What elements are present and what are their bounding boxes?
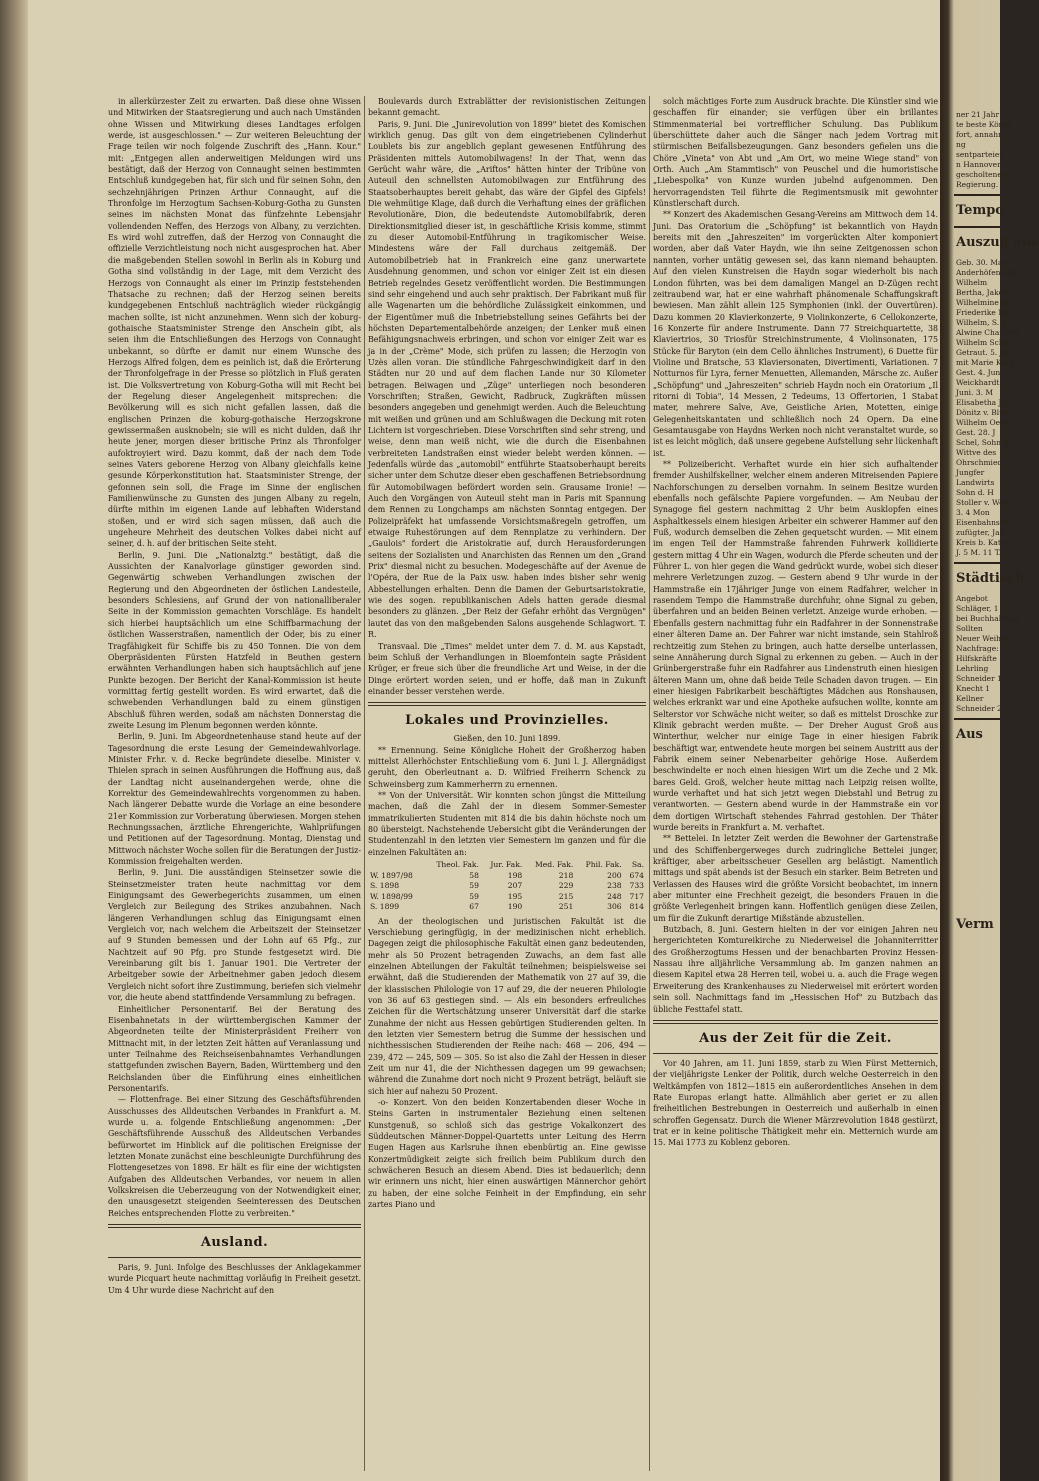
edge-text-line: Wilhelmine Ma (956, 298, 1014, 307)
edge-text-line: Friederike Ma (956, 308, 1011, 317)
table-cell: 717 (629, 891, 644, 901)
edge-text-line: Hilfskräfte (956, 654, 997, 663)
table-cell: 195 (507, 891, 523, 901)
edge-text-line: Kellner (956, 694, 984, 703)
table-row (368, 881, 646, 892)
edge-text-line: Knecht 1 (956, 684, 991, 693)
edge-text-line: Wilhelm, S. d (956, 318, 1007, 327)
column-rule (364, 96, 365, 1471)
edge-heading: Städtisch (956, 571, 1025, 586)
edge-text-line: mit Marie Kath (956, 358, 1014, 367)
edge-text-line: Schneider 1 (956, 674, 1002, 683)
edge-text-line: Bertha, Jakob (956, 288, 1008, 297)
edge-text-line: Angebot (956, 594, 988, 603)
table-row (368, 892, 646, 903)
edge-text-line: J. 5 M. 11 T. (956, 548, 1002, 557)
edge-divider (954, 562, 1000, 564)
table-cell: W. 1897/98 (370, 870, 413, 880)
column-2-articles (368, 96, 646, 697)
edge-text-line: n Hannover (956, 160, 1001, 169)
lokales-articles (368, 745, 646, 858)
edge-text-line: Wilhelm (956, 278, 988, 287)
edge-text-line: Schel, Sohn d (956, 438, 1009, 447)
edge-text-middle (940, 258, 1022, 558)
adjacent-page-edge (940, 0, 1039, 1481)
heading-rule (653, 1053, 938, 1054)
table-header-cell: Phil. Fak. (585, 860, 622, 869)
ausland-heading: Ausland. (200, 1235, 269, 1251)
article-paragraph: Berlin, 9. Juni. Im Abgeordnetenhause stand heute auf der Tagesordnung die erste Lesung der Gemeindewahlvorlage. Minister Frhr. v. d. Recke begründete dieselbe. Minister v. Thielen sprach in seinen Ausführungen die Hoffnung aus, daß der Landtag nicht auseinandergehen werde, ohne die Korrektur des Gemeindewahlrechts vorgenommen zu haben. Nach längerer Debatte wurde die Vorlage an eine besondere 21er Kommission zur Vorberatung überwiesen. Morgen stehen Rechnungssachen, ärztliche Ehrengerichte, Wahlprüfungen und Petitionen auf der Tagesordnung. Montag, Dienstag und Mittwoch nächster Woche sollen für die Beratungen der Justiz-Kommission freigehalten werden. (108, 732, 361, 867)
column-3-articles (653, 96, 938, 1015)
edge-text-line: te beste König (956, 120, 1011, 129)
lokales-dateline: Gießen, den 10. Juni 1899. (453, 734, 561, 744)
edge-divider (954, 194, 1000, 196)
table-cell: 251 (558, 902, 574, 911)
article-paragraph: ** Konzert des Akademischen Gesang-Vereins am Mittwoch dem 14. Juni. Das Oratorium die „Schöpfung" ist bekanntlich von Haydn bereits mit den „Jahreszeiten" im vorgerückten Alter komponiert worden, aber daß Vater Haydn, wie ihn seine Zeitgenossen schon nannten, vorher untätig gewesen sei, das kann niemand behaupten. Auf den vielen Kunstreisen die Haydn sogar wiederholt bis nach London führten, was bei dem damaligen Mangel an D-Zügen recht zeitraubend war, hat er eine wahrhaft phänomenale Schaffungskraft bewiesen. Man zählt allein 125 Symphonien (inkl. der Ouvertüren). Dazu kommen 20 Klavierkonzerte, 9 Violinkonzerte, 6 Cellokonzerte, 16 Konzerte für andere Instrumente. Dann 77 Streichquartette, 38 Klaviertrios, 30 Triosfür Streichinstrumente, 4 Violinsonaten, 175 Stücke für Baryton (ein dem Cello ähnliches Instrument), 6 Duette für Violine und Bratsche, 53 Klaviersonaten, Divertimenti, Variationen. 7 Notturnos für Lyra, ferner Menuetten, Allemanden, Märsche zc. Außer „Schöpfung" und „Jahreszeiten" schrieb Haydn noch ein Oratorium „Il ritorni di Tobia", 14 Messen, 2 Tedeums, 13 Offertorien, 1 Stabat mater, mehrere Salve, Ave, Geistliche Arien, Motetten, einige Gelegenheitskantaten und schließlich noch 24 Opern. Da eine Gesamtausgabe von Haydns Werken noch nicht veranstaltet wurde, so ist es leicht möglich, daß unsere gegebene Aufstellung sehr lückenhaft ist. (653, 210, 938, 458)
edge-heading: Verm (956, 917, 994, 932)
edge-text-line: Sollten (956, 624, 983, 633)
edge-text-line: Gest. 28. J (956, 428, 996, 437)
page-binding (0, 0, 28, 1481)
column-1-articles (108, 96, 361, 1219)
edge-text-line: Anderhöfen Hein (956, 268, 1022, 277)
edge-text-line: Juni. 3. M (956, 388, 994, 397)
table-header-row (368, 860, 646, 871)
column-1 (108, 96, 361, 1471)
article-paragraph: ** Bettelei. In letzter Zeit werden die Bewohner der Gartenstraße und des Schiffenbergerweges durch zudringliche Bettelei junger, kräftiger, aber arbeitsscheuer Gesellen arg belästigt. Namentlich mittags und spät abends ist der Besuch ein starker. Beim Betreten und Verlassen des Hauses wird die größte Vorsicht beobachtet, im innern aber mitunter eine Frechheit gezeigt, die besonders Frauen in die größte Verlegenheit bringen kann. Hoffentlich genügen diese Zeilen, um für die Zukunft derartige Mißstände abzustellen. (653, 834, 938, 923)
table-row (368, 871, 646, 882)
table-cell: S. 1899 (370, 902, 400, 911)
edge-text-line: Lehrling (956, 664, 989, 673)
article-paragraph: ** Polizeibericht. Verhaftet wurde ein hier sich aufhaltender fremder Aushilfskellner, welcher einem anderen Mitreisenden Papiere Nachforschungen zu derselben vornahm. In seinem Besitze wurden ebenfalls noch gefälschte Papiere vorgefunden. — Am Neubau der Synagoge fiel gestern nachmittag 2 Uhr beim Ausklopfen eines Asphaltkessels einem hiesigen Arbeiter ein schwerer Hammer auf den Fuß, wodurch demselben die Zehen gequetscht wurden. — Mit einem im engen Teil der Hammstraße fahrenden Fuhrwerk kollidierte gestern mittag 4 Uhr ein Wagen, wodurch die Pferde scheuten und der Führer L. von hier gegen die Wand gedrückt wurde, wobei sich dieser mehrere Verletzungen zuzog. — Gestern abend 9 Uhr wurde in der Hammstraße ein 17jähriger Junge von einem Radfahrer, welcher in rasendem Tempo die Hammstraße durchfuhr, ohne Signal zu geben, überfahren und an beiden Beinen verletzt. Anzeige wurde erhoben. — Ebenfalls gestern nachmittag fuhr ein Radfahrer in der Sonnenstraße einer älteren Dame an. Der Fahrer war nicht imstande, sein Stahlroß rechtzeitig zum Stehen zu bringen, auch hatte derselbe unterlassen, seine Annäherung durch Signal zu erkennen zu geben. — Auch in der Grünbergerstraße fuhr ein Radfahrer aus Lindenstruth einen hiesigen älteren Mann um, ohne daß beide Teile Schaden davon trugen. — Ein einer hiesigen Fabrikarbeit beschäftigtes Mädchen aus Ronshausen, welches erkrankt war und eine Apotheke aufsuchen wollte, konnte am Selterstor vor Schwäche nicht weiter, so daß es mittelst Droschke zur Klinik gebracht werden mußte. — Der Dreher August Groß aus Winterthur, welcher nur einige Tage in einer hiesigen Fabrik beschäftigt war, entwendete heute morgen bei seinem Austritt aus der Fabrik einem seiner Nebenarbeiter gehörige Hose. Außerdem beschwindelte er noch einen hiesigen Wirt um die Zeche und 2 Mk. bares Geld. Groß, welcher heute mittag nach Leipzig reisen wollte, wurde verhaftet und hat sich jetzt wegen Diebstahl und Betrug zu verantworten. — Gestern abend wurde in der Hammstraße ein vor dem dortigen Wirtschaft stehendes Fahrrad gestohlen. Der Thäter wurde bereits in Frankfurt a. M. verhaftet. (653, 460, 938, 832)
edge-text-line: Alwine Charlotte (956, 328, 1021, 337)
edge-text-line: zufügter, Jah (956, 528, 1005, 537)
column-rule (649, 96, 650, 1471)
table-header-cell: Jur. Fak. (490, 860, 523, 869)
table-cell: 248 (607, 891, 622, 901)
edge-text-line: Elisabetha Jul (956, 398, 1009, 407)
table-body (368, 871, 646, 913)
table-header-cell: Sa. (631, 860, 644, 869)
column-2 (368, 96, 646, 1471)
edge-text-top (940, 110, 1011, 190)
table-cell: 674 (629, 870, 644, 880)
edge-text-line: 3. 4 Mon (956, 508, 990, 517)
lokales-articles-continued (368, 916, 646, 1211)
edge-heading: Aus (956, 727, 983, 742)
table-cell: 814 (629, 902, 644, 911)
edge-text-line: Neuer Weiher (956, 634, 1010, 643)
table-header-cell: Theol. Fak. (436, 860, 479, 869)
lokales-heading: Lokales und Provinzielles. (405, 713, 609, 729)
edge-text-line: fort, annahm (956, 130, 1006, 139)
article-paragraph: ** Ernennung. Seine Königliche Hoheit der Großherzog haben mittelst Allerhöchster Entschließung vom 6. Juni l. J. Allergnädigst geruht, den Oberleutnant a. D. Wilfried Freiherrn Schenck zu Schweinsberg zum Kammerherrn zu ernennen. (368, 745, 646, 789)
article-paragraph: solch mächtiges Forte zum Ausdruck brachte. Die Künstler sind wie geschaffen für einander; sie verfügen über ein brillantes Stimmenmaterial bei vortrefflicher Schulung. Das Publikum überschüttete daher auch die Sänger nach jedem Vortrag mit stürmischen Beifallsbezeugungen. Ganz besonders gefielen uns die Chöre „Vineta" von Abt und „Am Ort, wo meine Wiege stand" von Orth. Auch „Am Stammtisch" von Peuschel und die humoristische „Liebespolka" von Kunze wurden jubelnd aufgenommen. Den hervorragendsten Teil führte die Regimentsmusik mit gewohnter Künstlerschaft durch. (653, 97, 938, 209)
edge-text-line: Eisenbahnsch (956, 518, 1009, 527)
table-cell: 218 (558, 870, 574, 880)
table-cell: 733 (629, 881, 644, 890)
edge-text-line: Geb. 30. Mai (956, 258, 1005, 267)
edge-divider (954, 718, 1000, 720)
section-divider (653, 1020, 938, 1024)
article-paragraph: in allerkürzester Zeit zu erwarten. Daß diese ohne Wissen und Mitwirken der Staatsregierung und auch nach Umständen ohne Wissen und Mitwirkung dieses Landtages erfolgen werde, ist ausgeschlossen." — Zur weiteren Beleuchtung der Frage teilen wir noch folgende Zuschrift des „Hann. Kour." mit: „Entgegen allen anderweitigen Meldungen wird uns bestätigt, daß der Herzog von Connaught seinen bestimmten Entschluß kundgegeben hat, für sich und für seinen Sohn, den sechzehnjährigen Prinzen Arthur Connaught, auf die Thronfolge im Herzogtum Sachsen-Koburg-Gotha zu Gunsten seines im nächsten Monat das fünfzehnte Lebensjahr vollendenden Neffen, des Herzogs von Albany, zu verzichten. Es wird wohl zutreffen, daß der Herzog von Connaught die offizielle Verzichtleistung noch nicht ausgesprochen hat. Aber die maßgebenden Stellen sowohl in Berlin als in Koburg und Gotha sind vollständig in der Lage, mit dem Verzicht des Herzogs von Connaught als einer im Prinzip feststehenden Thatsache zu rechnen; daß der Herzog seinen bereits kundgegebenen Entschluß nachträglich wieder rückgängig machen sollte, ist nicht anzunehmen. Wenn sich der koburg-gothaische Staatsminister Strenge den Anschein gibt, als seien ihm die Entschließungen des Herzogs von Connaught unbekannt, so dürfte er damit nur einem Wunsche des Herzogs Alfred folgen, dem es peinlich ist, daß die Erörterung der Thronfolgefrage in der Presse so plötzlich in Fluß geraten ist. Die Volksvertretung von Koburg-Gotha will mit Recht bei der Regelung dieser Angelegenheit mitsprechen: die Bevölkerung will es sich nicht gefallen lassen, daß die englischen Prinzen die koburg-gothaische Herzogskrone gewissermaßen ausknobeln; sie will es nicht dulden, daß ihr heute jener, morgen dieser britische Prinz als Thronfolger aufoktroyiert wird. Dazu kommt, daß der nach dem Tode seines Vaters geborene Herzog von Albany gleichfalls keine gesunde Körperkonstitution hat. Staatsminister Strenge, der gefonnen sein soll, die Frage im Sinne der englischen Familienwünsche zu Gunsten des jungen Albany zu regeln, dürfte mithin im eigenen Lande auf lebhaften Widerstand stoßen, und er wird sich sagen müssen, daß auch die ungeheure Mehrheit des deutschen Volkes dabei nicht auf seiner, d. h. auf der britischen Seite steht. (108, 97, 361, 549)
table-cell: 238 (607, 881, 622, 890)
article-paragraph: -o- Konzert. Von den beiden Konzertabenden dieser Woche in Steins Garten in instrumentaler Beziehung einen seltenen Kunstgenuß, so schloß sich das gestrige Vokalkonzert des Süddeutschen Männer-Doppel-Quartetts unter Leitung des Herrn Eugen Hagen aus Karlsruhe ihnen ebenbürtig an. Eine gewisse Konzertmüdigkeit zeigte sich freilich beim Publikum durch den schwächeren Besuch an diesem Abend. Dies ist bedauerlich; denn wir erinnern uns nicht, hier einen auswärtigen Männerchor gehört zu haben, der eine solche Feinheit in der Empfindung, ein sehr zartes Piano und (368, 1098, 646, 1210)
article-paragraph: Berlin, 9. Juni. Die „Nationalztg." bestätigt, daß die Aussichten der Kanalvorlage günstiger geworden sind. Gegenwärtig schweben Verhandlungen zwischen der Regierung und den Abgeordneten der östlichen Landesteile, besonders Schlesiens, auf Grund der von nationalliberaler Seite in der Kommission gemachten Vorschläge. Es handelt sich hierbei hauptsächlich um eine Schiffbarmachung der östlichen Wasserstraßen, namentlich der Oder, bis zu einer Tragfähigkeit für Schiffe bis zu 450 Tonnen. Die von dem Oberpräsidenten Fürsten Hatzfeld in Beuthen gestern erwähnten Verhandlungen haben sich hauptsächlich auf jene Punkte bezogen. Der Bericht der Kanal-Kommission ist heute vormittag fertig gestellt worden. Es wird erwartet, daß die schwebenden Verhandlungen bald zu einem günstigen Abschluß führen werden, sodaß am nächsten Donnerstag die zweite Lesung im Plenum begonnen werden könnte. (108, 550, 361, 730)
table-cell: 58 (469, 870, 479, 880)
edge-text-line: Wilhelm Schen (956, 338, 1013, 347)
edge-text-line: Stoller v. Wen (956, 498, 1009, 507)
table-cell: 59 (469, 891, 479, 901)
edge-text-line: Regierung. (956, 180, 999, 189)
edge-text-line: Gest. 4. Juni (956, 368, 1003, 377)
article-paragraph: An der theologischen und juristischen Fakultät ist die Verschiebung geringfügig, in der medizinischen nicht erheblich. Dagegen zeigt die philosophische Fakultät einen ganz bedeutenden, mehr als 50 Prozent betragenden Zuwachs, an dem fast alle einzelnen Abteilungen der Fakultät teilnehmen; beispielsweise sei erwähnt, daß die Studierenden der Mathematik von 27 auf 39, die der klassischen Philologie von 17 auf 29, die der neueren Philologie von 36 auf 63 gestiegen sind. — Als ein besonders erfreuliches Zeichen für die Wertschätzung unserer Universität darf die starke Zunahme der nicht aus Hessen gebürtigen Studierenden gelten. In den letzten vier Semestern betrug die Summe der hessischen und nichthessischen Studierenden der Reihe nach: 468 — 206, 494 — 239, 472 — 245, 509 — 305. So ist also die Zahl der Hessen in dieser Zeit um nur 41, die der Nichthessen dagegen um 99 gewachsen; während die Zunahme dort noch nicht 9 Prozent beträgt, beläuft sie sich hier auf nahezu 50 Prozent. (368, 916, 646, 1096)
edge-text-line: Nachfrage: (956, 644, 999, 653)
edge-text-bottom (940, 594, 1019, 714)
table-cell: 190 (507, 902, 523, 911)
edge-text-line: bei Buchhaltung (956, 614, 1019, 623)
edge-text-line: gescholtenen (956, 170, 1007, 179)
section-divider (108, 1224, 361, 1228)
table-row (368, 902, 646, 913)
ausland-article: Paris, 9. Juni. Infolge des Beschlusses der Anklagekammer wurde Picquart heute nachmittag vorläufig in Freiheit gesetzt. Um 4 Uhr wurde diese Nachricht auf den (108, 1263, 361, 1295)
table-header-cell (368, 860, 425, 871)
table-cell: 306 (607, 902, 622, 911)
edge-text-line: Ohrschmied (956, 458, 1003, 467)
article-paragraph: ** Von der Universität. Wir konnten schon jüngst die Mitteilung machen, daß die Zahl der in diesem Sommer-Semester immatrikulierten Studenten mit 814 die bis dahin höchste noch um 80 übersteigt. Nachstehende Uebersicht gibt die Veränderungen der Studentenzahl in den letzten vier Semestern im ganzen und für die einzelnen Fakultäten an: (368, 790, 646, 857)
article-paragraph: Berlin, 9. Juni. Die ausständigen Steinsetzer sowie die Steinsetzmeister traten heute nachmittag vor dem Einigungsamt des Gewerbegerichts zusammen, um einen Vergleich zur Beilegung des Strikes anzubahnen. Nach längeren Verhandlungen schlug das Einigungsamt einen Vergleich vor, nach welchem die Arbeitszeit der Steinsetzer auf 9 Stunden bemessen und der Lohn auf 65 Pfg., zur Nachtzeit auf 90 Pfg. pro Stunde festgesetzt wird. Die Vereinbarung gilt bis 1. Januar 1901. Die Vertreter der Arbeitgeber sowie der Arbeitnehmer gaben jedoch diesem Vergleich nicht sofort ihre Zustimmung, beriefen sich vielmehr vor, die heute abend stattfindende Versammlung zu befragen. (108, 868, 361, 1003)
table-cell: 67 (469, 902, 479, 911)
article-paragraph: — Flottenfrage. Bei einer Sitzung des Geschäftsführenden Ausschusses des Alldeutschen Verbandes in Frankfurt a. M. wurde u. a. folgende Entschließung angenommen: „Der Geschäftsführende Ausschuß des Alldeutschen Verbandes befürwortet im Hinblick auf die politischen Ereignisse der letzten Monate zunächst eine beschleunigte Durchführung des Flottengesetzes von 1898. Er hält es für eine der wichtigsten Aufgaben des Alldeutschen Verbandes, vor neuem in allen Volkskreisen die Ueberzeugung von der Notwendigkeit einer, den unausgesetzt steigenden Seeinteressen des Deutschen Reiches entsprechenden Flotte zu verbreiten." (108, 1095, 361, 1218)
edge-text-line: Wittve des (956, 448, 997, 457)
edge-text-line: Sohn d. H (956, 488, 994, 497)
edge-text-line: ng (956, 140, 966, 149)
student-statistics-table (368, 860, 646, 913)
edge-text-line: Wilhelm Oeser (956, 418, 1012, 427)
table-cell: 59 (469, 881, 479, 890)
table-cell: 200 (607, 870, 622, 880)
edge-text-line: Dönitz v. Blum (956, 408, 1012, 417)
edge-text-line: Landwirts (956, 478, 995, 487)
article-paragraph: Einheitlicher Personentarif. Bei der Beratung des Eisenbahnetats in der württembergischen Kammer der Abgeordneten teilte der Ministerpräsident Freiherr von Mittnacht mit, in der letzten Zeit hätten auf Veranlassung und unter Teilnahme des Reichseisenbahnamtes Verhandlungen stattgefunden zwischen Bayern, Baden, Württemberg und den Reichslanden über die Einführung eines einheitlichen Personentarifs. (108, 1004, 361, 1093)
table-cell: W. 1898/99 (370, 891, 413, 901)
article-paragraph: Boulevards durch Extrablätter der revisionistischen Zeitungen bekannt gemacht. (368, 97, 646, 118)
heading-rule (108, 1257, 361, 1258)
article-paragraph: Butzbach, 8. Juni. Gestern hielten in der vor einigen Jahren neu hergerichteten Komtureikirche zu Niederweisel die Johanniterritter des Großherzogtums Hessen und der benachbarten Provinz Hessen-Nassau ihre alljährliche Versammlung ab. Im ganzen nahmen an diesem Kapitel etwa 28 Herren teil, wobei u. a. auch die Frage wegen Erweiterung des Krankenhauses zu Niederweisel mit erörtert worden sein soll. Nachmittags fand im „Hessischen Hof" zu Butzbach das übliche Festtafel statt. (653, 925, 938, 1014)
zeit-article: Vor 40 Jahren, am 11. Juni 1859, starb zu Wien Fürst Metternich, der vieljährigste Lenker der Politik, durch welche Oesterreich in den Weltkämpfen von 1812—1815 ein außerordentliches Ansehen in dem Rate Europas erlangt hatte. Allmählich aber geriet er zu allen freiheitlichen Bestrebungen in Oesterreich und außerhalb in einen schroffen Gegensatz. Durch die Wiener Märzrevolution 1848 gestürzt, trat er in keine politische Thätigkeit mehr ein. Metternich wurde am 15. Mai 1773 zu Koblenz geboren. (653, 1058, 938, 1148)
table-cell: 207 (507, 881, 523, 890)
article-paragraph: Paris, 9. Juni. Die „Junirevolution von 1899" bietet des Komischen wirklich genug. Das gilt von dem eingetriebenen Cylinderhut Loublets bis zur angeblich geplant gewesenen Entführung des Präsidenten mittels Automobilwagens! In der That, wenn das Gerücht wahr wäre, die „Ariftos" hätten hinter der Tribüne von Auteuil den schnellsten Automobilwagen zur Entführung des Staatsoberhauptes bereit gehabt, das wäre der Gipfel des Gipfels! Die wehmütige Klage, daß durch die Verhaftung eines der gräflichen Revolutionäre, Dion, die bedeutendste Automobilfabrik, deren Direktionsmitglied dieser ist, in geschäftliche Krisis komme, stimmt zu dieser Automobil-Entführung in tragikomischer Weise. Mindestens wäre der Fall durchaus zeitgemäß. Der Automobilbetrieb hat in Frankreich eine ganz unerwartete Ausdehnung genommen, und schon vor einiger Zeit ist ein diesen Betrieb regelndes Gesetz veröffentlicht worden. Die Bestimmungen sind sehr eingehend und auch sehr praktisch. Der Fabrikant muß für alle Wagenarten um die behördliche Zulässigkeit einkommen, und der Eigentümer muß die Inbetriebstellung seines Gefährts bei der höchsten Departementalbehörde anzeigen; der Lenker muß einen Befähigungsnachweis erbringen, und schon vor einiger Zeit war es ja in der „Crème" Mode, sich prüfen zu lassen; die Herzogin von Uzès allen voran. Die stündliche Fahrgeschwindigkeit darf in den Städten nur 20 und auf dem flachen Lande nur 30 Kilometer betragen. Beiwagen und „Züge" unterliegen noch besonderen Vorschriften; Straßen, Gewicht, Radbruck, Zugkräften müssen besonders angegeben und genehmigt werden. Auch die Beleuchtung mit weißen und grünen und am Schlußwagen die Deckung mit roten Lichtern ist vorgeschrieben. Diese Vorschriften sind sehr streng, und weise, denn man weiß nicht, wie die durch die Eisenbahnen verbreiteten Landstraßen einst wieder belebt werden können. — Jedenfalls würde das „automobil" entführte Staatsoberhaupt bereits sicher unter dem Schutze dieser eben geschaffenen Betriebsordnung für Automobilwagen befördert worden sein. Grausame Ironie! — Auch den Vorgängen von Auteuil steht man in Paris mit Spannung dem Rennen zu Longchamps am nächsten Sonntag entgegen. Der Polizeipräfekt hat umfassende Vorsichtsmaßregeln getroffen, um etwaige Ruhestörungen auf dem Rennplatze zu verhindern. Der „Gaulois" fordert die Aristokratie auf, durch Herausforderungen seitens der Sozialisten und Anarchisten das Rennen um den „Grand Prix" diesmal nicht zu besuchen. Modegeschäfte auf der Avenue de l'Opéra, der Rue de la Paix usw. haben indes bisher sehr wenig Abbestellungen erhalten. Denn die Damen der Geburtsaristokratie, wie des sogen. republikanischen Adels hatten gerade diesmal besonders zu glänzen. „Der Reiz der Gefahr erhöht das Vergnügen" lautet das von den maßgebenden Salons ausgehende Schlagwort. T. R. (368, 119, 646, 640)
edge-heading: Tempo (956, 203, 1004, 218)
zeit-heading: Aus der Zeit für die Zeit. (699, 1030, 892, 1046)
article-paragraph: Transvaal. Die „Times" meldet unter dem 7. d. M. aus Kapstadt, beim Schluß der Verhandlungen in Bloemfontein sagte Präsident Krüger, er freue sich über die freundliche Art und Weise, in der die Dinge erörtert worden seien, und er hoffe, daß man in Zukunft einander besser verstehen werde. (368, 641, 646, 696)
section-divider (368, 702, 646, 706)
table-cell: S. 1898 (370, 881, 400, 890)
table-cell: 229 (558, 881, 574, 890)
edge-text-line: sentparteien (956, 150, 1005, 159)
edge-text-line: Schläger, 1 Ta (956, 604, 1010, 613)
table-cell: 198 (507, 870, 523, 880)
table-cell: 215 (558, 891, 574, 901)
edge-text-line: Getraut. 5. Ju (956, 348, 1008, 357)
edge-text-line: Jungfer (956, 468, 985, 477)
edge-text-line: ner 21 Jahr (956, 110, 1000, 119)
edge-text-line: Kreis b. Kath (956, 538, 1006, 547)
column-3 (653, 96, 938, 1471)
table-header-cell: Med. Fak. (535, 860, 574, 869)
edge-text-line: Schneider 2 (956, 704, 1002, 713)
edge-divider (954, 226, 1000, 228)
edge-heading: Auszug aus (956, 235, 1039, 250)
edge-text-line: Weickhardt 2. J (956, 378, 1015, 387)
